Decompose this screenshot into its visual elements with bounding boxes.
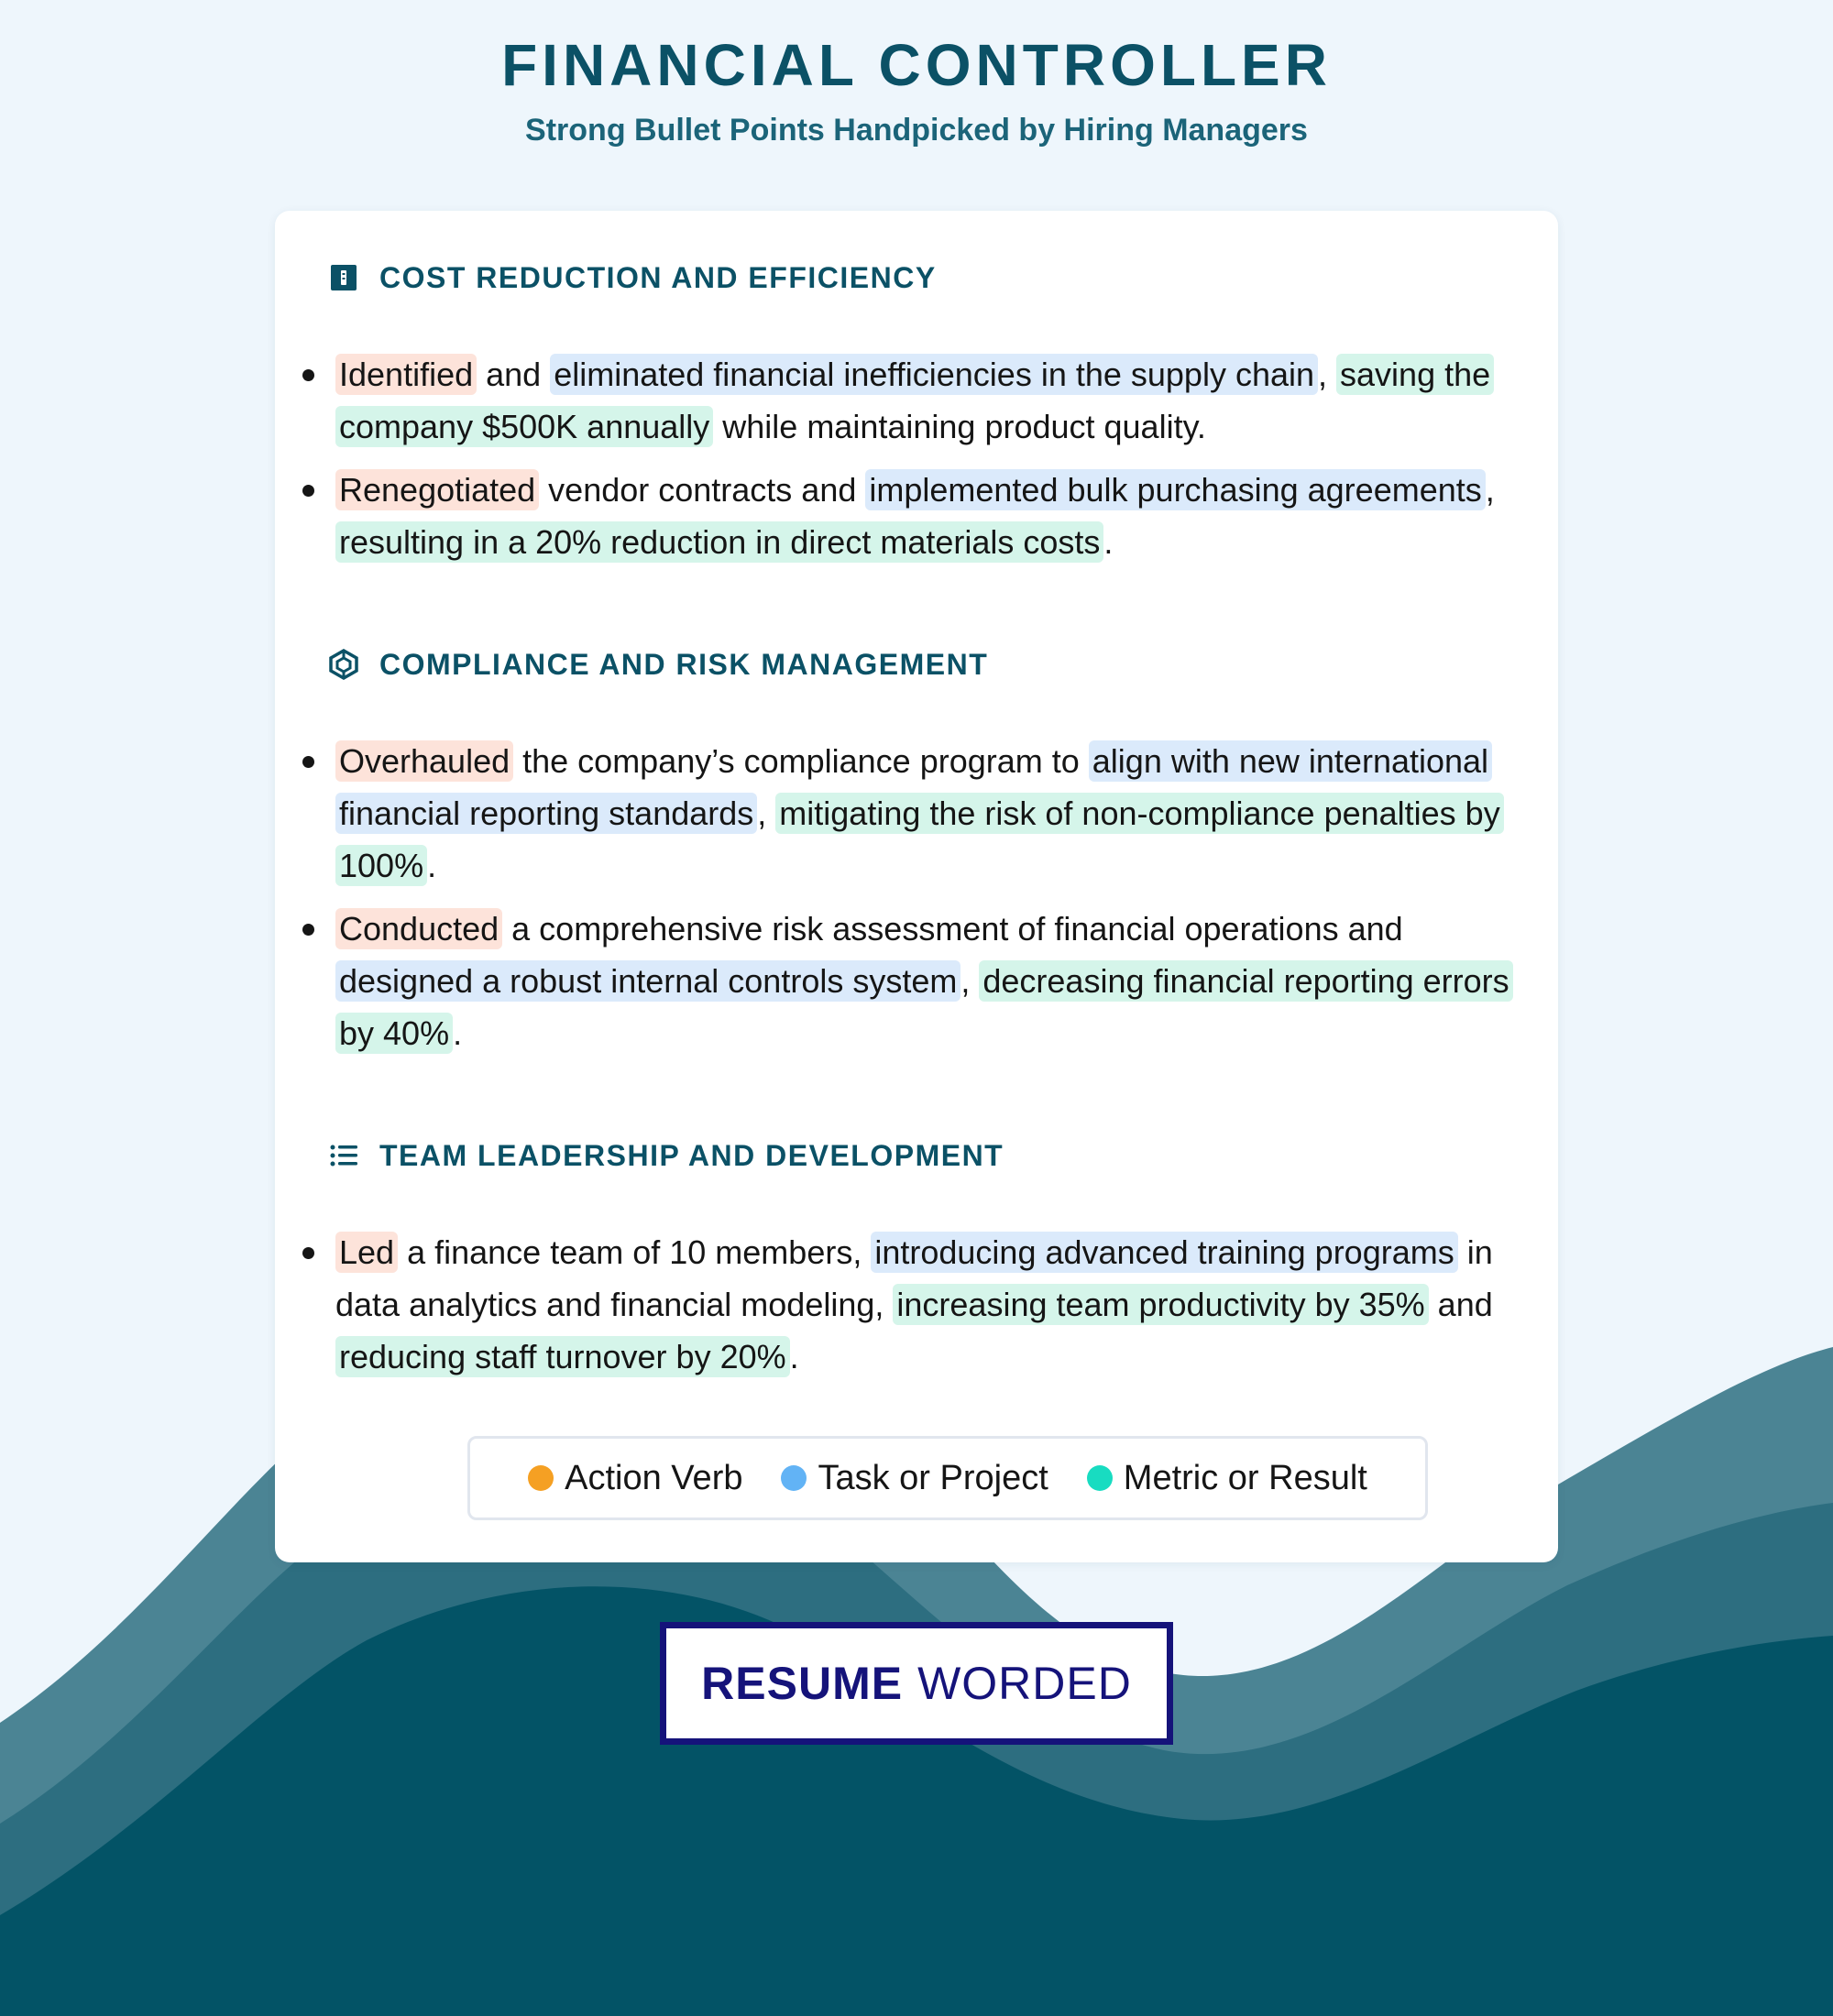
plain-text: . <box>427 847 437 884</box>
plain-text: in data analytics and financial modeling, <box>335 1233 1493 1323</box>
legend-label: Action Verb <box>565 1458 743 1497</box>
bullet-item <box>275 735 1558 892</box>
plain-text: vendor contracts and <box>539 471 866 509</box>
plain-text: . <box>1103 523 1114 561</box>
page-subtitle: Strong Bullet Points Handpicked by Hiring Managers <box>525 113 1308 148</box>
page-header <box>0 27 1833 150</box>
bullet-list <box>275 348 1558 568</box>
metric-phrase: resulting in a 20% reduction in direct materials costs <box>335 521 1103 563</box>
plain-text: and <box>477 356 551 393</box>
section-title: COST REDUCTION AND EFFICIENCY <box>379 260 937 294</box>
bullet-item <box>275 464 1558 568</box>
teal-dot-icon <box>1087 1465 1113 1491</box>
section-title: COMPLIANCE AND RISK MANAGEMENT <box>379 647 989 681</box>
plain-text: , <box>757 794 776 832</box>
plain-text: a finance team of 10 members, <box>398 1233 872 1271</box>
task-phrase: eliminated financial inefficiencies in the supply chain <box>550 354 1318 395</box>
metric-phrase: saving the company $500K annually <box>335 354 1494 447</box>
task-phrase: introducing advanced training programs <box>871 1232 1457 1273</box>
action-verb: Conducted <box>335 908 502 949</box>
plain-text: , <box>1485 471 1495 509</box>
list-icon <box>328 1140 359 1171</box>
bullet-list <box>275 735 1558 1059</box>
plain-text: while maintaining product quality. <box>713 408 1206 445</box>
shield-network-icon <box>328 649 359 680</box>
section-team-leadership <box>275 1133 1558 1394</box>
blue-dot-icon <box>781 1465 807 1491</box>
action-verb: Identified <box>335 354 477 395</box>
plain-text: . <box>453 1014 463 1052</box>
legend-item-task-or-project <box>781 1459 1048 1498</box>
section-title: TEAM LEADERSHIP AND DEVELOPMENT <box>379 1138 1004 1172</box>
plain-text: . <box>789 1338 799 1375</box>
page-title: FINANCIAL CONTROLLER <box>501 32 1332 98</box>
section-compliance-risk <box>275 641 1558 1070</box>
plain-text: the company’s compliance program to <box>513 742 1089 780</box>
plain-text: and <box>1428 1286 1493 1323</box>
bullet-item <box>275 348 1558 453</box>
metric-phrase: reducing staff turnover by 20% <box>335 1336 790 1377</box>
task-phrase: align with new international financial reporting standards <box>335 740 1492 834</box>
section-cost-reduction <box>275 255 1558 579</box>
section-heading <box>328 1133 1558 1178</box>
brand-light: WORDED <box>917 1658 1132 1709</box>
highlight-legend <box>467 1436 1428 1520</box>
resume-worded-logo <box>660 1622 1173 1745</box>
action-verb: Renegotiated <box>335 469 539 510</box>
bullet-points-card <box>275 211 1558 1562</box>
legend-item-action-verb <box>528 1459 742 1498</box>
task-phrase: implemented bulk purchasing agreements <box>865 469 1485 510</box>
legend-item-metric-or-result <box>1087 1459 1367 1498</box>
plain-text: , <box>960 962 980 1000</box>
section-heading <box>328 641 1558 687</box>
metric-phrase: mitigating the risk of non-compliance penalties by 100% <box>335 793 1504 886</box>
orange-dot-icon <box>528 1465 554 1491</box>
section-heading <box>328 255 1558 301</box>
action-verb: Led <box>335 1232 398 1273</box>
legend-label: Metric or Result <box>1123 1458 1367 1497</box>
metric-phrase: increasing team productivity by 35% <box>893 1284 1428 1325</box>
plain-text: , <box>1318 356 1337 393</box>
plain-text: a comprehensive risk assessment of financial operations and <box>502 910 1403 948</box>
task-phrase: designed a robust internal controls system <box>335 960 960 1002</box>
bullet-list <box>275 1226 1558 1383</box>
bullet-item <box>275 1226 1558 1383</box>
action-verb: Overhauled <box>335 740 513 782</box>
legend-label: Task or Project <box>818 1458 1048 1497</box>
brand-strong: RESUME <box>701 1658 904 1709</box>
metric-phrase: decreasing financial reporting errors by 40% <box>335 960 1513 1054</box>
bullet-item <box>275 903 1558 1059</box>
dollar-receipt-icon <box>328 262 359 293</box>
